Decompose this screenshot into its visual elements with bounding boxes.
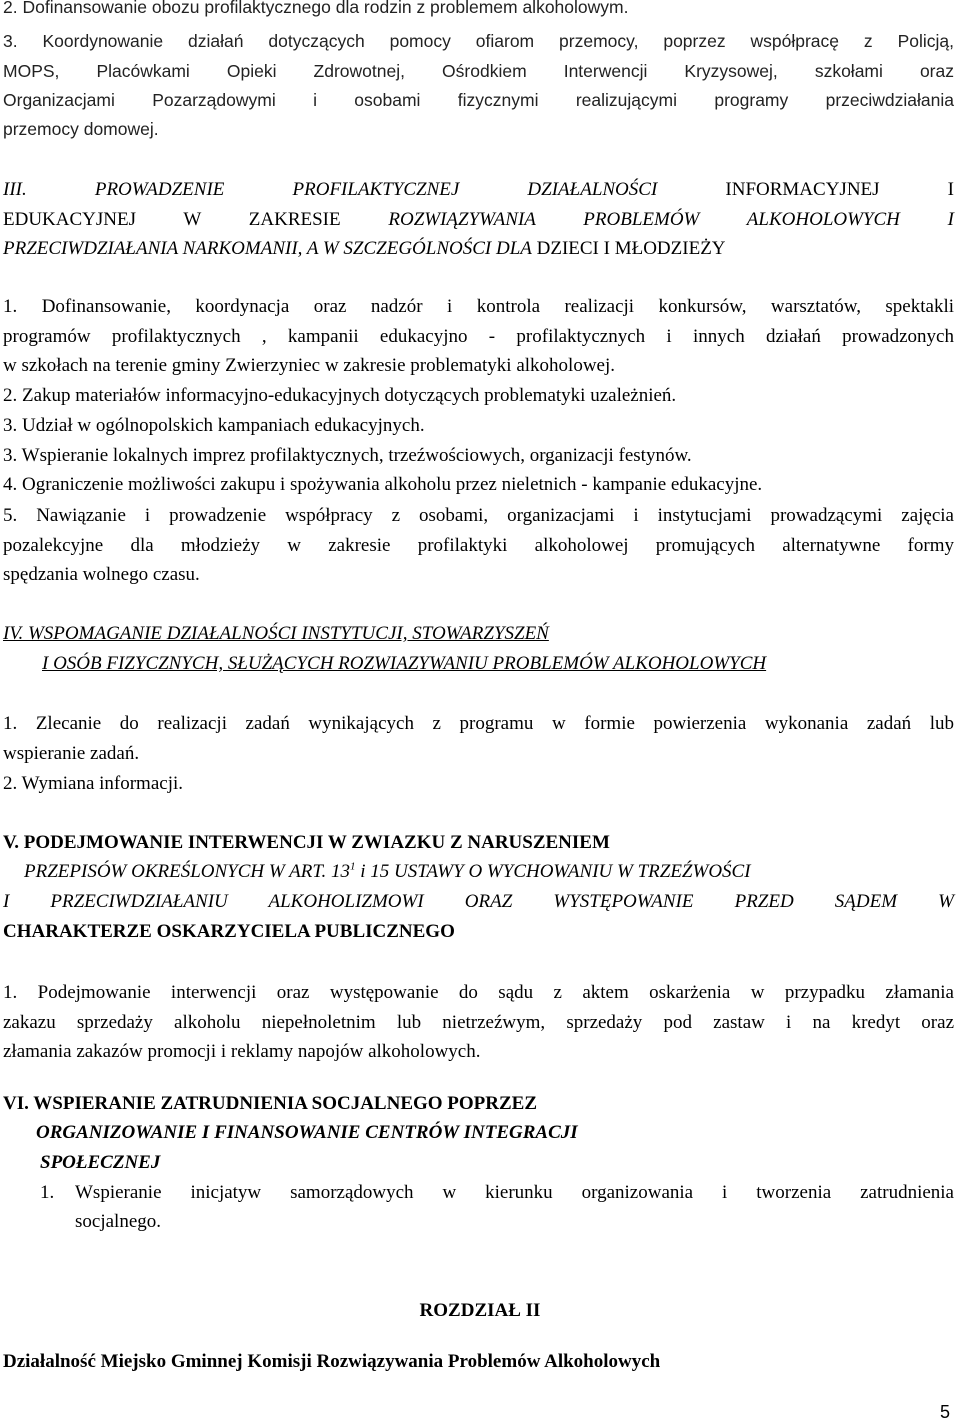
section-6-heading-line-3: SPOŁECZNEJ bbox=[40, 1152, 161, 1173]
heading-superscript: 1 bbox=[350, 860, 356, 873]
list-item-3-line-2: MOPS, Placówkami Opieki Zdrowotnej, Ośrodkiem Interwencji Kryzysowej, szkołami oraz bbox=[3, 61, 954, 81]
heading-article-text: PRZEPISÓW OKREŚLONYCH W ART. 13 bbox=[24, 861, 350, 882]
section-5-heading-line-1: V. PODEJMOWANIE INTERWENCJI W ZWIAZKU Z NARUSZENIEM bbox=[3, 832, 610, 853]
list-item-3-line-3: Organizacjami Pozarządowymi i osobami fizycznymi realizującymi programy przeciwdziałania bbox=[3, 90, 954, 110]
section-3-item-1-line-1: 1. Dofinansowanie, koordynacja oraz nadzór i kontrola realizacji konkursów, warsztatów, spektakli bbox=[3, 296, 954, 317]
section-6-item-1-line-1: Wspieranie inicjatyw samorządowych w kierunku organizowania i tworzenia zatrudnienia bbox=[75, 1182, 954, 1203]
section-3-item-1-line-2: programów profilaktycznych , kampanii edukacyjno - profilaktycznych i innych działań prowadzonych bbox=[3, 326, 954, 347]
section-4-item-1-line-2: wspieranie zadań. bbox=[3, 743, 140, 764]
section-4-heading-line-1: IV. WSPOMAGANIE DZIAŁALNOŚCI INSTYTUCJI, STOWARZYSZEŃ bbox=[3, 623, 549, 644]
section-3-item-3b: 3. Wspieranie lokalnych imprez profilaktycznych, trzeźwościowych, organizacji festynów. bbox=[3, 445, 692, 466]
section-5-item-1-line-2: zakazu sprzedaży alkoholu niepełnoletnim lub nietrzeźwym, sprzedaży pod zastaw i na kredyt oraz bbox=[3, 1012, 954, 1033]
section-3-heading-line-1 bbox=[3, 178, 954, 202]
section-3-item-5-line-2: pozalekcyjne dla młodzieży w zakresie profilaktyki alkoholowej promujących alternatywne formy bbox=[3, 535, 954, 556]
heading-plain-part: INFORMACYJNEJ I bbox=[725, 179, 954, 200]
section-3-item-1-line-3: w szkołach na terenie gminy Zwierzyniec w zakresie problematyki alkoholowej. bbox=[3, 355, 615, 376]
section-6-heading-line-1: VI. WSPIERANIE ZATRUDNIENIA SOCJALNEGO POPRZEZ bbox=[3, 1093, 538, 1114]
section-3-item-5-line-3: spędzania wolnego czasu. bbox=[3, 564, 200, 585]
section-6-item-1-line-2: socjalnego. bbox=[75, 1211, 162, 1232]
section-5-heading-line-4: CHARAKTERZE OSKARZYCIELA PUBLICZNEGO bbox=[3, 921, 455, 942]
section-5-item-1-line-1: 1. Podejmowanie interwencji oraz występowanie do sądu z aktem oskarżenia w przypadku złamania bbox=[3, 982, 954, 1003]
heading-italic-part: III. PROWADZENIE PROFILAKTYCZNEJ DZIAŁALNOŚCI bbox=[3, 179, 658, 200]
heading-plain-part: DZIECI I MŁODZIEŻY bbox=[536, 238, 726, 259]
section-3-heading-line-3 bbox=[3, 237, 954, 261]
section-3-item-3a: 3. Udział w ogólnopolskich kampaniach edukacyjnych. bbox=[3, 415, 425, 436]
section-3-item-5-line-1: 5. Nawiązanie i prowadzenie współpracy z osobami, organizacjami i instytucjami prowadzącymi zajęcia bbox=[3, 505, 954, 526]
section-3-item-4: 4. Ograniczenie możliwości zakupu i spożywania alkoholu przez nieletnich - kampanie edukacyjne. bbox=[3, 474, 763, 495]
list-item-3-line-1: 3. Koordynowanie działań dotyczących pomocy ofiarom przemocy, poprzez współpracę z Policją, bbox=[3, 31, 954, 51]
section-3-item-2: 2. Zakup materiałów informacyjno-edukacyjnych dotyczących problematyki uzależnień. bbox=[3, 385, 677, 406]
chapter-title: ROZDZIAŁ II bbox=[419, 1300, 541, 1321]
section-5-heading-line-2 bbox=[24, 860, 954, 884]
section-6-heading-line-2: ORGANIZOWANIE I FINANSOWANIE CENTRÓW INTEGRACJI bbox=[36, 1122, 578, 1143]
section-3-heading-line-2 bbox=[3, 208, 954, 232]
heading-act-text: i 15 USTAWY O WYCHOWANIU W TRZEŹWOŚCI bbox=[355, 861, 751, 882]
heading-plain-part: EDUKACYJNEJ W ZAKRESIE bbox=[3, 209, 341, 230]
section-6-item-1-number: 1. bbox=[40, 1182, 55, 1203]
section-4-heading-line-2: I OSÓB FIZYCZNYCH, SŁUŻĄCYCH ROZWIAZYWANIU PROBLEMÓW ALKOHOLOWYCH bbox=[42, 653, 767, 674]
chapter-subtitle: Działalność Miejsko Gminnej Komisji Rozwiązywania Problemów Alkoholowych bbox=[3, 1351, 661, 1372]
section-5-item-1-line-3: złamania zakazów promocji i reklamy napojów alkoholowych. bbox=[3, 1041, 481, 1062]
list-item-3-line-4: przemocy domowej. bbox=[3, 119, 159, 139]
page-number: 5 bbox=[939, 1402, 950, 1422]
heading-italic-part: ROZWIĄZYWANIA PROBLEMÓW ALKOHOLOWYCH I bbox=[388, 209, 954, 230]
section-4-item-2: 2. Wymiana informacji. bbox=[3, 773, 184, 794]
section-4-item-1-line-1: 1. Zlecanie do realizacji zadań wynikających z programu w formie powierzenia wykonania zadań lub bbox=[3, 713, 954, 734]
list-item-2: 2. Dofinansowanie obozu profilaktycznego dla rodzin z problemem alkoholowym. bbox=[3, 0, 629, 17]
section-5-heading-line-3: I PRZECIWDZIAŁANIU ALKOHOLIZMOWI ORAZ WYSTĘPOWANIE PRZED SĄDEM W bbox=[3, 891, 954, 912]
heading-italic-part: PRZECIWDZIAŁANIA NARKOMANII, A W SZCZEGÓLNOŚCI DLA bbox=[3, 238, 532, 259]
